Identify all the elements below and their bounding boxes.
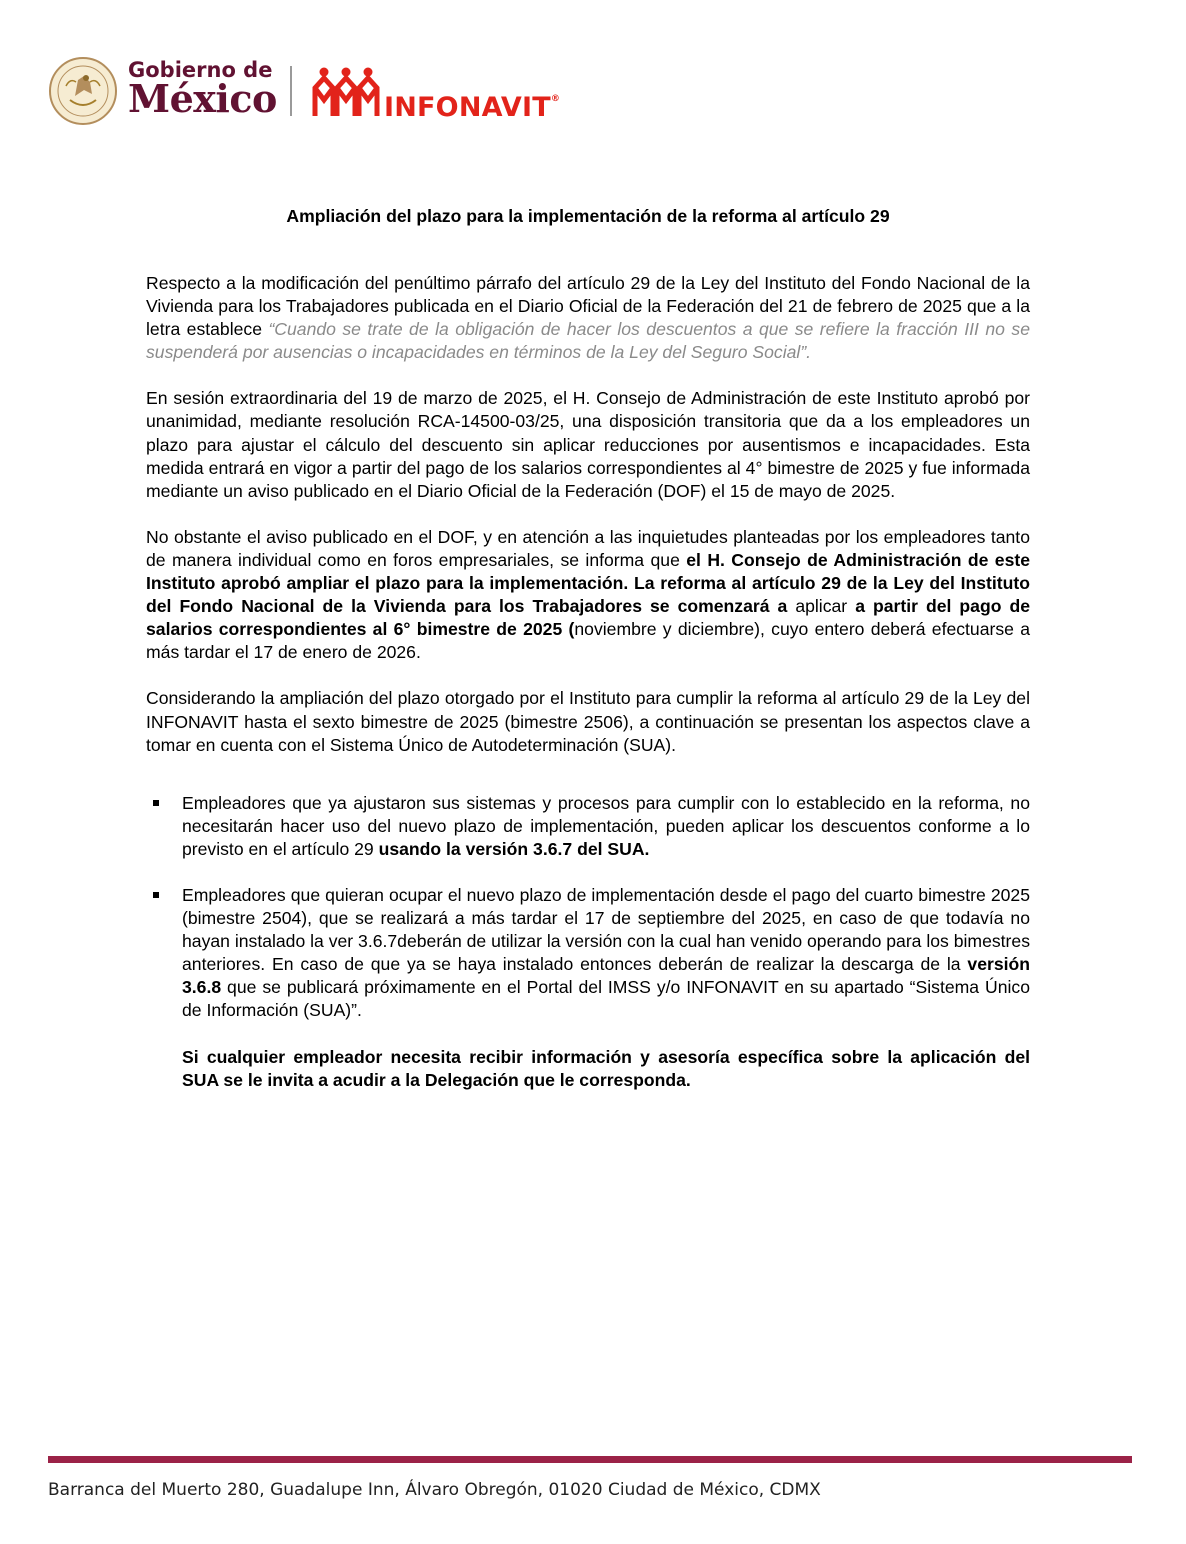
paragraph-3-b: el H. Consejo de Administración de este Instituto aprobó ampliar el plazo para la implementación. La reforma al artículo 29 de la Ley del Instituto del Fondo Nacional de la Vivienda para los Trabajadores se comenzará a — [146, 549, 1030, 617]
paragraph-3 — [146, 526, 1030, 665]
infonavit-wordmark — [384, 92, 560, 123]
list-item — [146, 884, 1030, 1023]
gov-line2: México — [128, 76, 277, 121]
bullet-square-icon — [153, 892, 159, 898]
trademark-symbol: ® — [550, 94, 561, 104]
closing-note: Si cualquier empleador necesita recibir información y asesoría específica sobre la aplicación del SUA se le invita a acudir a la Delegación que le corresponda. — [182, 1046, 1030, 1090]
paragraph-4: Considerando la ampliación del plazo otorgado por el Instituto para cumplir la reforma al artículo 29 de la Ley del INFONAVIT hasta el sexto bimestre de 2025 (bimestre 2506), a continuación se presentan los aspectos clave a tomar en cuenta con el Sistema Único de Autodeterminación (SUA). — [146, 688, 1030, 755]
infonavit-houses-logo-icon — [312, 66, 382, 118]
paragraph-3-a: No obstante el aviso publicado en el DOF, y en atención a las inquietudes planteadas por los empleadores tanto de manera individual como en foros empresariales, se informa que — [146, 526, 1030, 570]
gobierno-de-mexico-logo — [128, 58, 277, 121]
footer-divider — [48, 1456, 1132, 1463]
document-body — [146, 272, 1030, 1115]
document-title: Ampliación del plazo para la implementación de la reforma al artículo 29 — [286, 206, 890, 226]
logo-divider — [290, 66, 292, 116]
bullet-1-a: Empleadores que ya ajustaron sus sistemas y procesos para cumplir con lo establecido en la reforma, no necesitarán hacer uso del nuevo plazo de implementación, pueden aplicar los descuentos conforme a lo previsto en el artículo 29 — [182, 792, 1030, 859]
bullet-square-icon — [153, 800, 159, 806]
gov-line1: Gobierno de — [128, 58, 273, 82]
key-points-list — [146, 792, 1030, 1023]
mexico-seal-icon — [48, 56, 118, 126]
letterhead — [48, 54, 608, 130]
paragraph-1-text: Respecto a la modificación del penúltimo párrafo del artículo 29 de la Ley del Instituto del Fondo Nacional de la Vivienda para los Trabajadores publicada en el Diario Oficial de la Federación del 21 de febrero de 2025 que a la letra establece — [146, 273, 1030, 340]
list-item — [146, 792, 1030, 861]
bullet-2-b: versión 3.6.8 — [182, 954, 1030, 998]
bullet-2-a: Empleadores que quieran ocupar el nuevo plazo de implementación desde el pago del cuarto bimestre 2025 (bimestre 2504), que se realizará a más tardar el 17 de septiembre del 2025, en caso de que todavía no hayan instalado la ver 3.6.7deberán de utilizar la versión con la cual han venido operando para los bimestres anteriores. En caso de que ya se haya instalado entonces deberán de realizar la descarga de la — [182, 884, 1030, 975]
footer-address: Barranca del Muerto 280, Guadalupe Inn, Álvaro Obregón, 01020 Ciudad de México, CDMX — [48, 1480, 821, 1500]
paragraph-1 — [146, 272, 1030, 364]
law-quote: “Cuando se trate de la obligación de hacer los descuentos a que se refiere la fracción III no se suspenderá por ausencias o incapacidades en términos de la Ley del Seguro Social”. — [146, 319, 1030, 363]
paragraph-3-c: aplicar — [787, 596, 856, 617]
paragraph-3-e: noviembre y diciembre), cuyo entero deberá efectuarse a más tardar el 17 de enero de 2026. — [146, 619, 1030, 663]
infonavit-name: INFONAVIT — [384, 92, 551, 123]
bullet-1-b: usando la versión 3.6.7 del SUA. — [378, 838, 650, 859]
paragraph-2: En sesión extraordinaria del 19 de marzo de 2025, el H. Consejo de Administración de este Instituto aprobó por unanimidad, mediante resolución RCA-14500-03/25, una disposición transitoria que da a los empleadores un plazo para ajustar el cálculo del descuento sin aplicar reducciones por ausentismos e incapacidades. Esta medida entrará en vigor a partir del pago de los salarios correspondientes al 4° bimestre de 2025 y fue informada mediante un aviso publicado en el Diario Oficial de la Federación (DOF) el 15 de mayo de 2025. — [146, 388, 1030, 501]
bullet-2-c: que se publicará próximamente en el Portal del IMSS y/o INFONAVIT en su apartado “Sistema Único de Información (SUA)”. — [182, 977, 1030, 1021]
paragraph-3-d: a partir del pago de salarios correspondientes al 6° bimestre de 2025 ( — [146, 596, 1030, 640]
